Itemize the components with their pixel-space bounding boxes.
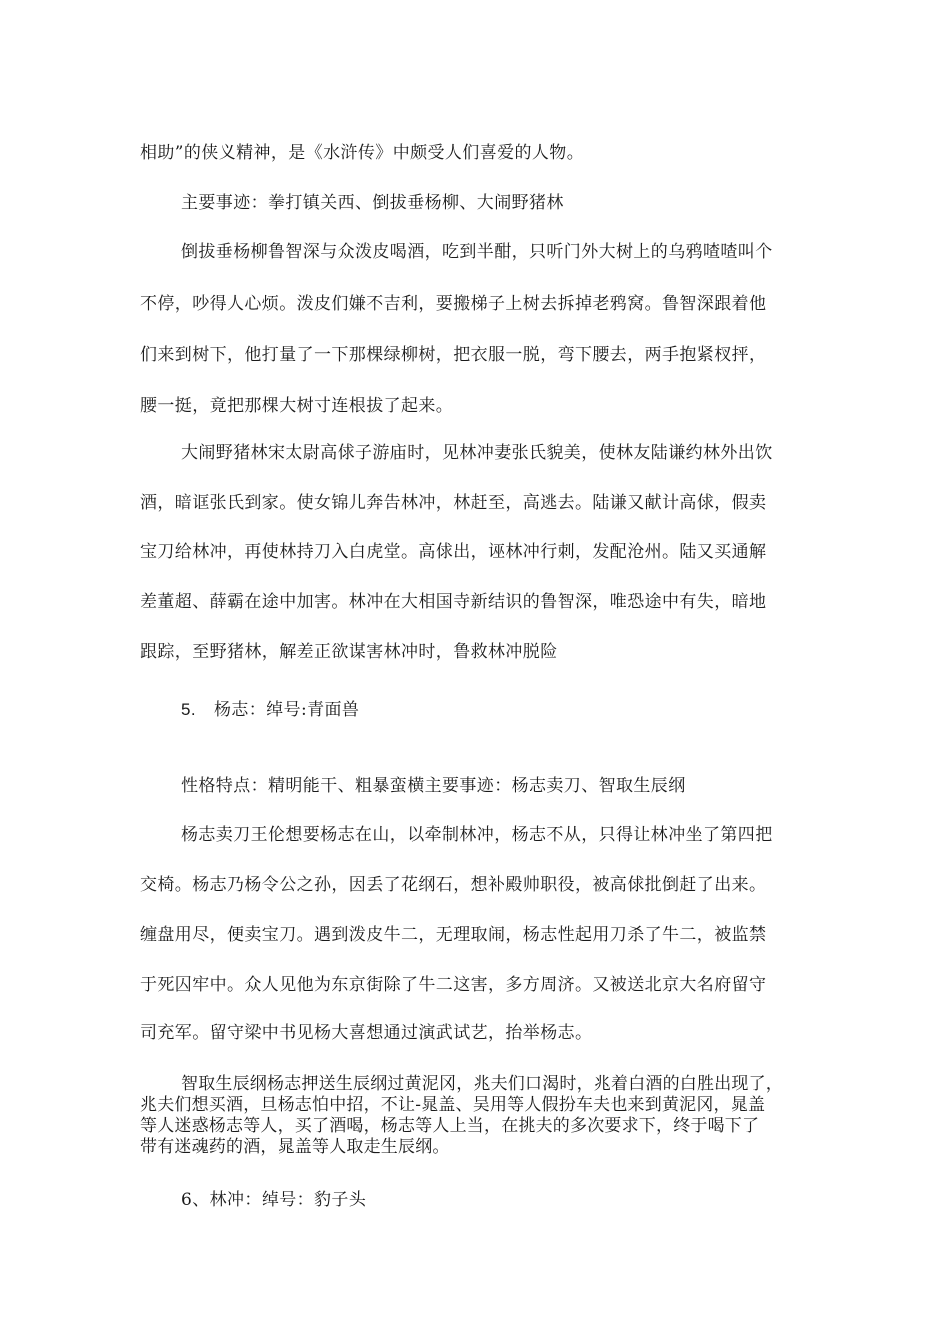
paragraph-line: 不停，吵得人心烦。泼皮们嫌不吉利，要搬梯子上树去拆掉老鸦窝。鲁智深跟着他 — [140, 294, 767, 314]
paragraph-line: 杨志卖刀王伦想要杨志在山，以牵制林冲，杨志不从，只得让林冲坐了第四把 — [181, 825, 773, 845]
paragraph-line: 差董超、薛霸在途中加害。林冲在大相国寺新结识的鲁智深，唯恐途中有失，暗地 — [140, 592, 767, 612]
paragraph-line: 于死囚牢中。众人见他为东京街除了牛二这害，多方周济。又被送北京大名府留守 — [140, 975, 767, 995]
paragraph-line: 智取生辰纲杨志押送生辰纲过黄泥冈，兆夫们口渴时，兆着白酒的白胜出现了， — [181, 1074, 783, 1094]
paragraph-line: 兆夫们想买酒，旦杨志怕中招，不让-晁盖、吴用等人假扮车夫也来到黄泥冈，晁盖 — [140, 1095, 766, 1115]
section-heading-5 — [181, 699, 359, 721]
paragraph-line: 带有迷魂药的酒，晁盖等人取走生辰纲。 — [140, 1137, 450, 1157]
paragraph-line: 大闹野猪林宋太尉高俅子游庙时，见林冲妻张氏貌美，使林友陆谦约林外出饮 — [181, 443, 773, 463]
paragraph-line: 腰一挺，竟把那棵大树寸连根拔了起来。 — [140, 396, 454, 416]
paragraph-line: 缠盘用尽，便卖宝刀。遇到泼皮牛二，无理取闹，杨志性起用刀杀了牛二，被监禁 — [140, 925, 767, 945]
dense-paragraph — [140, 1074, 820, 1158]
section-heading-6: 6、林冲：绰号：豹子头 — [181, 1190, 367, 1210]
paragraph-line: 司充军。留守梁中书见杨大喜想通过演武试艺，抬举杨志。 — [140, 1023, 593, 1043]
paragraph-line: 相助”的侠义精神，是《水浒传》中颇受人们喜爱的人物。 — [140, 143, 585, 163]
section-heading-text: 杨志：绰号:青面兽 — [213, 700, 360, 720]
paragraph-line: 交椅。杨志乃杨令公之孙，因丢了花纲石，想补殿帅职役，被高俅批倒赶了出来。 — [140, 875, 767, 895]
paragraph-line: 主要事迹：拳打镇关西、倒拔垂杨柳、大闹野猪林 — [181, 193, 564, 213]
paragraph-line: 性格特点：精明能干、粗暴蛮横主要事迹：杨志卖刀、智取生辰纲 — [181, 776, 686, 796]
paragraph-line: 等人迷惑杨志等人，买了酒喝，杨志等人上当，在挑夫的多次要求下，终于喝下了 — [140, 1116, 760, 1136]
section-number: 5. — [181, 700, 196, 719]
paragraph-line: 酒，暗诓张氏到家。使女锦儿奔告林冲，林赶至，高逃去。陆谦又献计高俅，假卖 — [140, 493, 767, 513]
paragraph-line: 宝刀给林冲，再使林持刀入白虎堂。高俅出，诬林冲行刺，发配沧州。陆又买通解 — [140, 542, 767, 562]
paragraph-line: 跟踪，至野猪林，解差正欲谋害林冲时，鲁救林冲脱险 — [140, 642, 558, 662]
paragraph-line: 们来到树下，他打量了一下那棵绿柳树，把衣服一脱，弯下腰去，两手抱紧杈抨， — [140, 345, 767, 365]
paragraph-line: 倒拔垂杨柳鲁智深与众泼皮喝酒，吃到半酣，只听门外大树上的乌鸦喳喳叫个 — [181, 242, 773, 262]
